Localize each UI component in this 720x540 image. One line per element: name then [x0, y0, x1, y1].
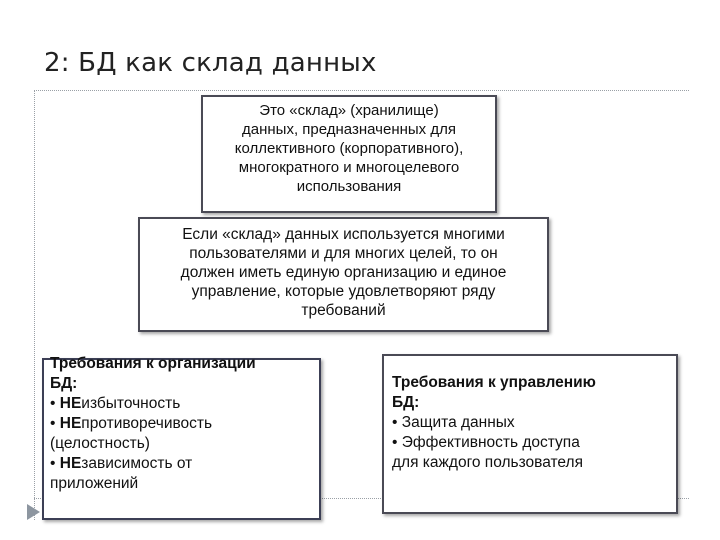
definition-line: Это «склад» (хранилище) [259, 102, 439, 119]
organization-heading: БД: [50, 375, 78, 392]
requirement-text: избыточность [81, 395, 181, 412]
triangle-bullet-icon [27, 504, 40, 520]
requirement-continuation: для каждого пользователя [392, 454, 583, 471]
bullet-icon: • [50, 395, 56, 412]
requirement-text: Защита данных [401, 414, 515, 431]
management-heading: Требования к управлению [392, 374, 596, 391]
organization-requirements-box [42, 355, 321, 520]
condition-line: должен иметь единую организацию и единое [180, 264, 507, 281]
condition-line: Если «склад» данных используется многими [182, 226, 505, 243]
requirement-text: зависимость от [81, 455, 193, 472]
bullet-icon: • [50, 455, 56, 472]
condition-box [138, 217, 549, 332]
definition-box [201, 95, 497, 213]
bullet-icon: • [50, 415, 56, 432]
requirement-item [392, 433, 668, 453]
definition-line: использования [296, 178, 402, 195]
requirement-item [50, 394, 311, 414]
requirement-prefix: НЕ [59, 395, 82, 412]
management-heading: БД: [392, 394, 420, 411]
definition-line: коллективного (корпоративного), [234, 140, 464, 157]
left-divider [34, 90, 35, 520]
requirement-text: противоречивость [81, 415, 213, 432]
definition-line: данных, предназначенных для [242, 121, 456, 138]
organization-heading: Требования к организации [50, 355, 256, 372]
condition-line: требований [301, 302, 386, 319]
condition-line: управление, которые удовлетворяют ряду [191, 283, 496, 300]
condition-line: пользователями и для многих целей, то он [189, 245, 498, 262]
requirement-continuation: (целостность) [50, 435, 150, 452]
bullet-icon: • [392, 434, 398, 451]
requirement-text: Эффективность доступа [401, 434, 580, 451]
requirement-prefix: НЕ [59, 415, 82, 432]
bullet-icon: • [392, 414, 398, 431]
requirement-item [50, 414, 311, 434]
requirement-item [50, 454, 311, 474]
requirement-item [392, 413, 668, 433]
title-divider [34, 90, 689, 91]
requirement-continuation: приложений [50, 475, 139, 492]
management-requirements-box [382, 354, 678, 514]
requirement-prefix: НЕ [59, 455, 82, 472]
slide-title: 2: БД как склад данных [44, 48, 377, 78]
definition-line: многократного и многоцелевого [238, 159, 460, 176]
